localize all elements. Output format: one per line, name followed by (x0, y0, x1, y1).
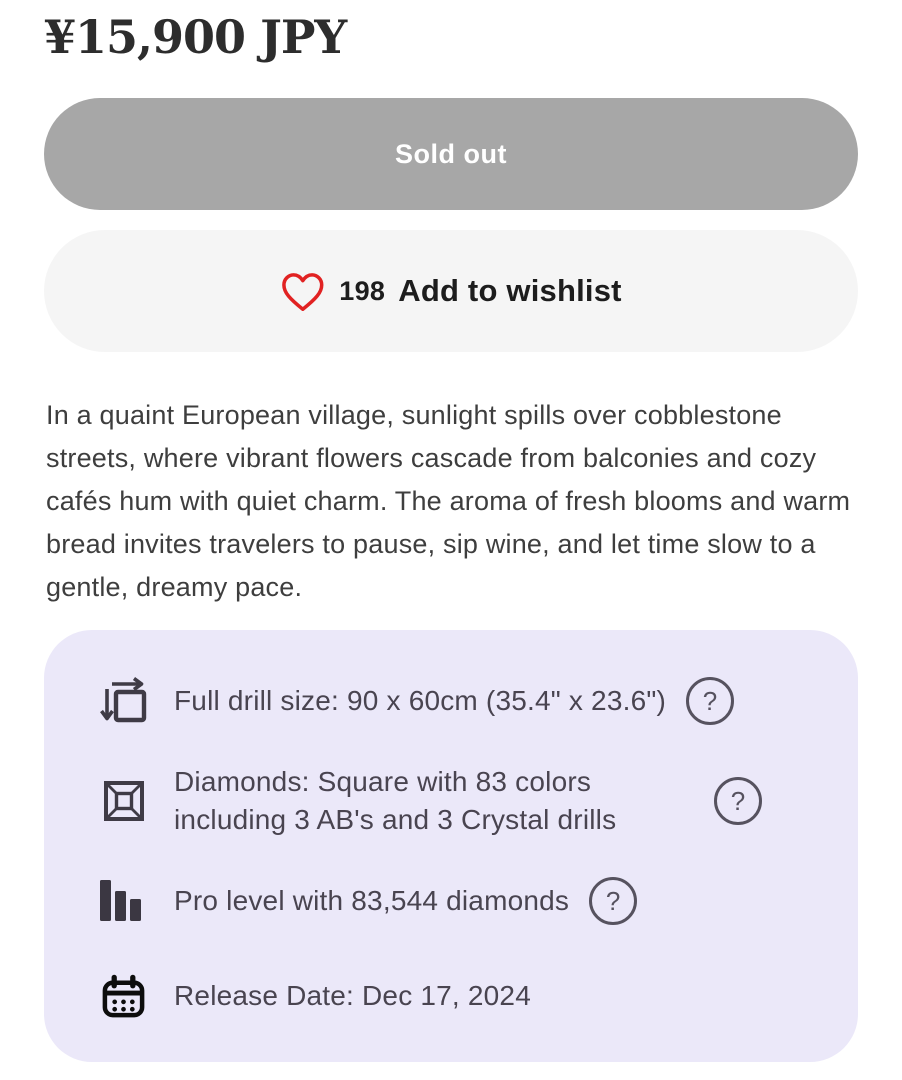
detail-row-drill-size (100, 676, 818, 726)
difficulty-text: Pro level with 83,544 diamonds (174, 885, 570, 916)
sold-out-button[interactable] (44, 98, 858, 210)
drill-size-help-button[interactable] (686, 677, 734, 725)
product-details-card (44, 630, 858, 1062)
drill-size-text: Full drill size: 90 x 60cm (35.4" x 23.6") (174, 685, 667, 716)
question-mark-icon: ? (605, 885, 621, 916)
detail-row-release-date (100, 971, 818, 1021)
detail-row-diamond-type (100, 758, 818, 844)
question-mark-icon: ? (702, 685, 718, 716)
calendar-icon (100, 973, 152, 1020)
difficulty-help-button[interactable] (589, 877, 637, 925)
detail-row-difficulty (100, 876, 818, 926)
wishlist-label: Add to wishlist (398, 273, 622, 308)
difficulty-bars-icon (100, 880, 152, 922)
diamond-type-help-button[interactable] (714, 777, 762, 825)
square-diamond-icon (100, 777, 152, 825)
release-date-text: Release Date: Dec 17, 2024 (174, 980, 531, 1011)
add-to-wishlist-button[interactable] (44, 230, 858, 352)
question-mark-icon: ? (730, 785, 746, 816)
drill-size-icon (100, 677, 152, 725)
heart-icon (280, 271, 326, 313)
product-description: In a quaint European village, sunlight spills over cobblestone streets, where vibrant flowers cascade from balconies and cozy cafés hum with quiet charm. The aroma of fresh blooms and warm bread invites travelers to pause, sip wine, and let time slow to a gentle, dreamy pace. (46, 400, 851, 602)
product-price: ¥15,900 JPY (44, 10, 347, 64)
diamond-type-text: Diamonds: Square with 83 colors including 3 AB's and 3 Crystal drills (174, 766, 617, 835)
sold-out-label: Sold out (395, 138, 507, 169)
wishlist-count: 198 (339, 275, 386, 306)
